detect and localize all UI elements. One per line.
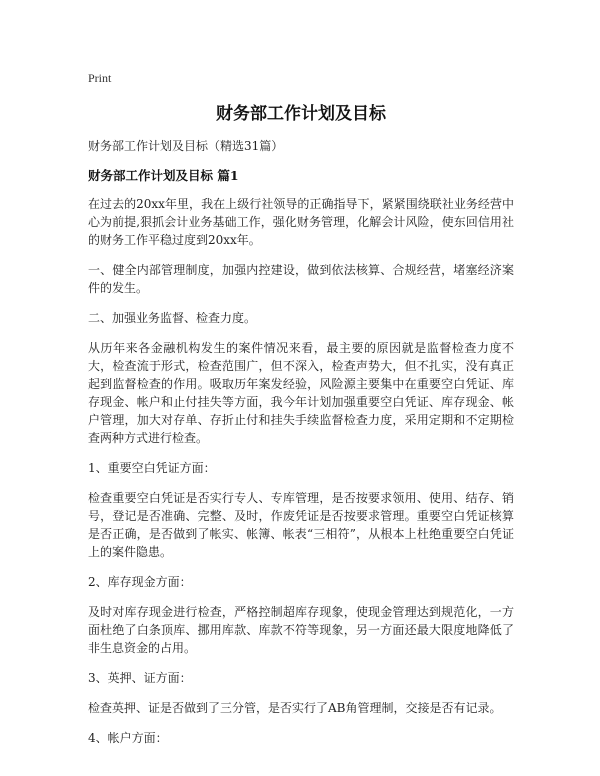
paragraph-inspection: 从历年来各金融机构发生的案件情况来看，最主要的原因就是监督检查力度不大，检查流于形式，检查范围广，但不深入，检查声势大，但不扎实，没有真正起到监督检查的作用。吸取历年案发经验，风险源主要集中在重要空白凭证、库存现金、帐户和止付挂失等方面，我今年计划加强重要空白凭证、库存现金、帐户管理，加大对存单、存折止付和挂失手续监督检查力度，采用定期和不定期检查两种方式进行检查。	[88, 341, 514, 445]
document-subtitle: 财务部工作计划及目标（精选31篇）	[88, 139, 284, 153]
document-title: 财务部工作计划及目标	[216, 104, 386, 124]
paragraph-seals: 检查英押、证是否做到了三分管，是否实行了AB角管理制，交接是否有记录。	[88, 701, 502, 715]
paragraph-point-one: 一、健全内部管理制度，加强内控建设，做到依法核算、合规经营，堵塞经济案件的发生。	[88, 263, 514, 295]
paragraph-cash: 及时对库存现金进行检查，严格控制超库存现象，使现金管理达到规范化，一方面杜绝了白条顶库、挪用库款、库款不符等现象，另一方面还最大限度地降低了非生息资金的占用。	[88, 605, 514, 655]
paragraph-vouchers: 检查重要空白凭证是否实行专人、专库管理，是否按要求领用、使用、结存、销号，登记是否准确、完整、及时，作废凭证是否按要求管理。重要空白凭证核算是否正确，是否做到了帐实、帐簿、帐表“三相符”，从根本上杜绝重要空白凭证上的案件隐患。	[88, 491, 514, 559]
section-heading: 财务部工作计划及目标 篇1	[88, 168, 239, 183]
paragraph-subheading-vouchers: 1、重要空白凭证方面：	[88, 461, 216, 475]
paragraph-subheading-seals: 3、英押、证方面：	[88, 671, 192, 685]
print-label: Print	[88, 71, 112, 85]
paragraph-subheading-accounts: 4、帐户方面：	[88, 731, 168, 745]
paragraph-subheading-cash: 2、库存现金方面：	[88, 575, 192, 589]
paragraph-point-two: 二、加强业务监督、检查力度。	[88, 311, 257, 325]
paragraph-intro: 在过去的20xx年里，我在上级行社领导的正确指导下，紧紧围绕联社业务经营中心为前提,狠抓会计业务基础工作，强化财务管理，化解会计风险，使东回信用社的财务工作平稳过度到20xx年。	[88, 197, 514, 247]
